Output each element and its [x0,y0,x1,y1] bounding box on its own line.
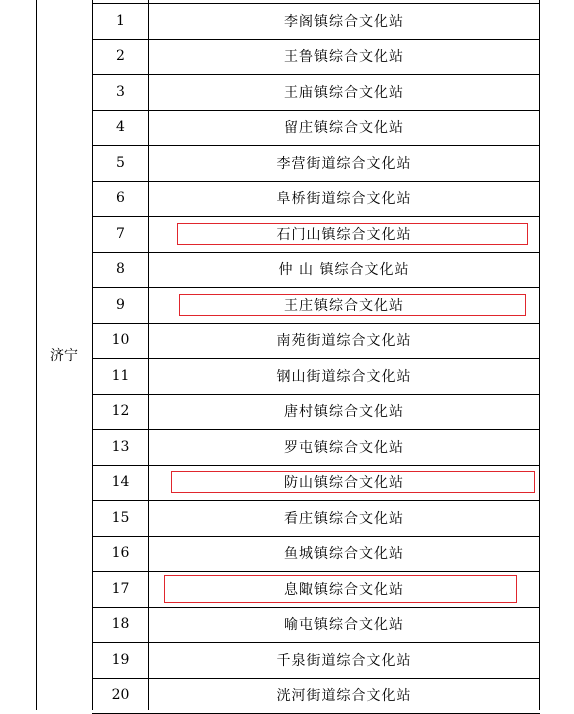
row-number: 4 [116,119,125,136]
table-row [92,642,539,678]
row-number: 1 [116,12,125,29]
table-row [92,3,539,39]
station-name: 洸河街道综合文化站 [276,688,412,705]
table-row [92,358,539,394]
station-name: 防山镇综合文化站 [284,475,404,492]
row-number: 18 [111,616,130,633]
station-name: 千泉街道综合文化站 [276,652,412,669]
station-name: 李营街道综合文化站 [276,155,412,172]
table-row [92,110,539,146]
station-name: 喻屯镇综合文化站 [284,617,404,634]
station-name: 王鲁镇综合文化站 [284,49,404,66]
row-number: 11 [111,367,130,384]
row-number: 7 [116,225,125,242]
row-number: 16 [111,545,130,562]
station-name: 王庄镇综合文化站 [284,297,404,314]
table-row [92,607,539,643]
table-row [92,39,539,75]
row-number: 10 [111,332,130,349]
row-number: 2 [116,48,125,65]
table-row [92,216,539,252]
table-row [92,323,539,359]
table-row [92,145,539,181]
row-number: 12 [111,403,130,420]
row-number: 19 [111,651,130,668]
table-row [92,678,539,714]
station-name: 仲 山 镇综合文化站 [278,262,410,279]
station-name: 李阁镇综合文化站 [284,13,404,30]
station-name: 南苑街道综合文化站 [276,333,412,350]
station-name: 留庄镇综合文化站 [284,120,404,137]
table-row [92,429,539,465]
table-row [92,252,539,288]
station-name: 王庙镇综合文化站 [284,84,404,101]
row-number: 9 [116,296,125,313]
row-number: 8 [116,261,125,278]
table-row [92,571,539,607]
station-name: 看庄镇综合文化站 [284,510,404,527]
station-name: 鱼城镇综合文化站 [284,546,404,563]
row-number: 20 [111,687,130,704]
table-row [92,465,539,501]
station-name: 钢山街道综合文化站 [276,368,412,385]
table-row [92,74,539,110]
row-number: 15 [111,509,130,526]
table-border-right [539,0,540,710]
table-row [92,394,539,430]
station-name: 唐村镇综合文化站 [284,404,404,421]
row-number: 5 [116,154,125,171]
station-name: 石门山镇综合文化站 [276,226,412,243]
row-number: 14 [111,474,130,491]
row-number: 3 [116,83,125,100]
row-number: 6 [116,190,125,207]
row-number: 17 [111,580,130,597]
table-row [92,181,539,217]
station-name: 阜桥街道综合文化站 [276,191,412,208]
region-cell: 济宁 [50,348,78,364]
table-row [92,500,539,536]
table-row [92,536,539,572]
row-number: 13 [111,438,130,455]
table-row [92,287,539,323]
station-name: 罗屯镇综合文化站 [284,439,404,456]
station-name: 息陬镇综合文化站 [284,581,404,598]
